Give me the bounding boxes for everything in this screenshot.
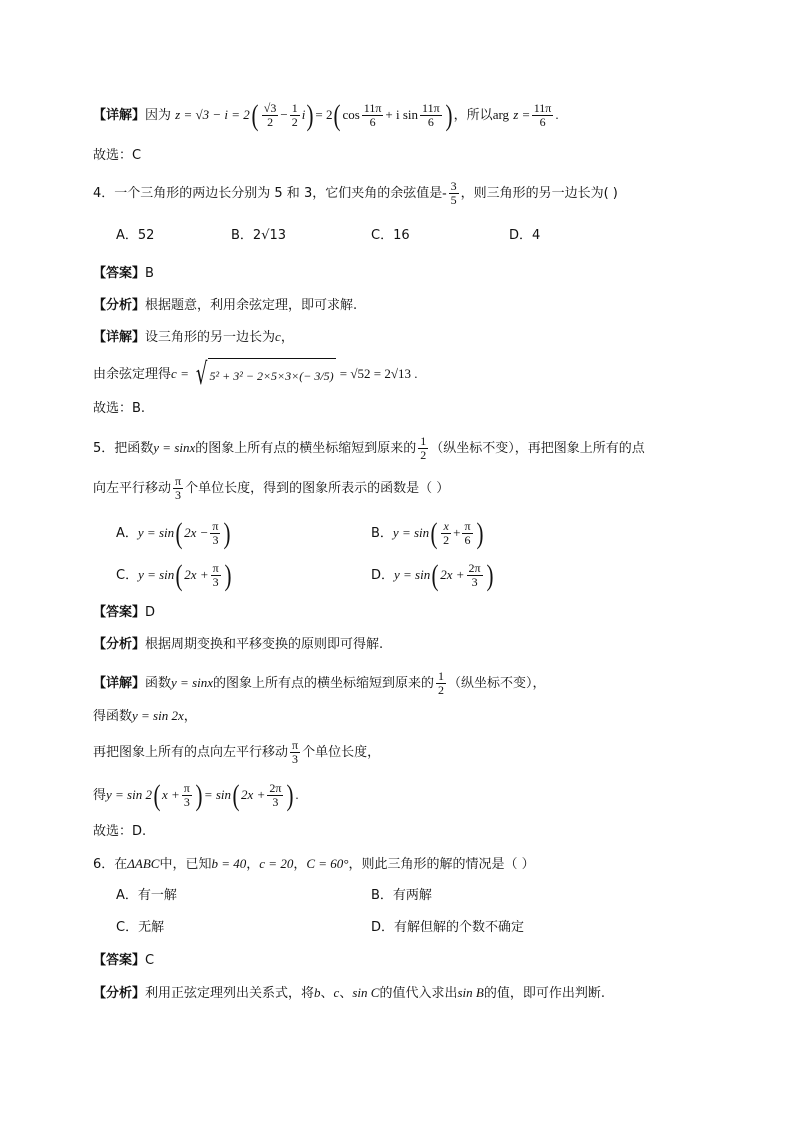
q5-function: y = sinx (153, 440, 196, 455)
q5-detail-3-end: 个单位长度， (302, 745, 381, 760)
q6-stem-start: 6．在 (93, 857, 128, 872)
q4-cos-fraction: $\frac{3}{5}$ (450, 179, 457, 207)
sin-b: sin B (457, 985, 484, 1000)
var-c: c (275, 329, 281, 344)
option-head: y = sin (137, 525, 175, 540)
q5-pi3-fraction: $\frac{\pi}{3}$ (175, 474, 182, 502)
detail-prefix: 因为 (145, 108, 172, 123)
q6-triangle: ΔABC (127, 856, 160, 871)
q5-detail-2-text: 得函数 (93, 709, 133, 724)
q5-option-b: B．y = sin( $\frac{x}{2}$ + $\frac{\pi}{6}$ ) (371, 516, 484, 550)
q3-choice: 故选：C (93, 148, 142, 163)
q6-sep-1: ， (246, 857, 260, 872)
q6-sep-b: 、 (339, 986, 353, 1001)
q6-analysis-text-a: 利用正弦定理列出关系式，将 (145, 986, 315, 1001)
option-head: y = sin (392, 525, 430, 540)
q4-choice: 故选：B. (93, 401, 146, 416)
equals-two: = 2 (315, 107, 333, 122)
q4-option-c: C．16 (371, 228, 410, 243)
q6-stem-end: ，则此三角形的解的情况是（ ） (348, 857, 535, 872)
q6-analysis-text-b: 的值代入求出 (379, 986, 458, 1001)
q5-detail-function: y = sinx (171, 675, 214, 690)
q5-shift-text: 向左平行移动 (93, 481, 172, 496)
option-label: C． (116, 568, 139, 583)
q4-result: = √52 = 2√13 . (339, 366, 418, 381)
q4-stem-text: 4．一个三角形的两边长分别为 5 和 3，它们夹角的余弦值是 (93, 186, 443, 201)
q4-detail-2: 由余弦定理得c = √ 5² + 3² − 2×5×3×(− 3/5) = √52 = 2√13 . (93, 356, 418, 392)
paren-left-2: ( (333, 98, 341, 132)
q4-option-b: B．2√13 (231, 228, 287, 243)
radical-sign: √ (196, 356, 208, 392)
complex-z-formula: z = √3 − i = 2 (175, 107, 250, 122)
option-body: 2x + (440, 567, 465, 582)
q6-analysis (93, 983, 605, 1004)
q6-analysis-text-c: 的值，即可作出判断. (483, 986, 605, 1001)
q4-analysis-text: 根据题意，利用余弦定理，即可求解. (145, 298, 358, 313)
q4-detail-1 (93, 327, 294, 348)
q5-detail-4: 得y = sin 2( x + $\frac{\pi}{3}$ ) = sin( 2x + $\frac{2\pi}{3}$ ) . (93, 778, 299, 812)
detail-suffix: ，所以 (453, 108, 493, 123)
q4-stem-end: ，则三角形的另一边长为( ) (460, 186, 618, 201)
answer-tag: 【答案】 (93, 953, 146, 968)
q5-detail-4-eq: = sin (203, 787, 232, 802)
var-c: c (333, 985, 340, 1000)
q5-detail-4-period: . (295, 787, 299, 802)
q4-minus-sign: - (442, 185, 447, 200)
q5-stem-2 (93, 474, 449, 504)
q5-detail-4-text: 得 (93, 788, 107, 803)
q4-option-a: A．52 (116, 228, 155, 243)
q6-option-d: D．有解但解的个数不确定 (371, 920, 525, 935)
q5-option-c: C．y = sin( 2x + $\frac{\pi}{3}$ ) (116, 558, 232, 592)
fraction-half: $\frac{1}{2}$ (291, 101, 298, 129)
q5-detail-3-text: 再把图象上所有的点向左平行移动 (93, 745, 289, 760)
arg-label: arg (492, 107, 510, 122)
q4-answer (93, 264, 154, 284)
radicand: 5² + 3² − 2×5×3×(− 3/5) (208, 358, 336, 391)
q5-choice: 故选：D. (93, 824, 147, 839)
q5-answer-value: D (145, 605, 156, 620)
q5-analysis-text: 根据周期变换和平移变换的原则即可得解. (145, 637, 384, 652)
q6-b-value: b = 40 (211, 856, 247, 871)
analysis-tag: 【分析】 (93, 986, 146, 1001)
detail-tag: 【详解】 (93, 108, 146, 123)
q6-stem-mid: 中，已知 (159, 857, 212, 872)
q5-option-a: A．y = sin( 2x − $\frac{\pi}{3}$ ) (116, 516, 231, 550)
fraction-11pi-6-a: $\frac{11\pi}{6}$ (363, 101, 382, 129)
fraction-11pi-6-c: $\frac{11\pi}{6}$ (533, 101, 552, 129)
q4-detail-punct: ， (280, 330, 294, 345)
q4-detail-text: 设三角形的另一边长为 (145, 330, 276, 345)
q6-stem (93, 854, 535, 875)
paren-right: ) (306, 98, 314, 132)
q4-analysis (93, 296, 357, 316)
paren-left: ( (251, 98, 259, 132)
q4-law-of-cosines-label: 由余弦定理得 (93, 367, 172, 382)
analysis-tag: 【分析】 (93, 637, 146, 652)
q5-detail-text-c: （纵坐标不变）， (448, 676, 546, 691)
answer-tag: 【答案】 (93, 266, 146, 281)
var-b: b (314, 985, 321, 1000)
q6-answer (93, 951, 154, 971)
q6-angle-value: C = 60° (306, 856, 349, 871)
q5-detail-2 (93, 706, 197, 727)
detail-tag: 【详解】 (93, 676, 146, 691)
analysis-tag: 【分析】 (93, 298, 146, 313)
answer-tag: 【答案】 (93, 605, 146, 620)
option-body: 2x − (184, 525, 209, 540)
q6-option-a: A．有一解 (116, 888, 177, 903)
fraction-11pi-6-b: $\frac{11\pi}{6}$ (422, 101, 440, 129)
q5-half-fraction: $\frac{1}{2}$ (420, 434, 427, 462)
q5-detail-4-head: y = sin 2 (106, 787, 152, 802)
q5-stem-1 (93, 433, 645, 464)
q6-sep-2: ， (293, 857, 307, 872)
q5-detail-text-a: 函数 (145, 676, 172, 691)
paren-right-2: ) (445, 98, 453, 132)
option-body: 2x + (184, 567, 209, 582)
q5-detail-text-b: 的图象上所有点的横坐标缩短到原来的 (213, 676, 435, 691)
q6-c-value: c = 20 (259, 856, 294, 871)
q5-detail-3: 再把图象上所有的点向左平行移动 $\frac{\pi}{3}$ 个单位长度， (93, 738, 381, 766)
option-label: D． (371, 568, 395, 583)
cos-label: cos (342, 107, 360, 122)
q4-answer-value: B (145, 266, 154, 281)
q5-analysis (93, 635, 383, 655)
q5-answer (93, 603, 155, 623)
q5-detail-4-body-2: 2x + (241, 787, 266, 802)
q4-option-d: D．4 (509, 228, 541, 243)
q5-question-text: 个单位长度，得到的图象所表示的函数是（ ） (185, 481, 450, 496)
q5-detail-1: 【详解】函数y = sinx的图象上所有点的横坐标缩短到原来的 $\frac{1}{2}$ （纵坐标不变）， (93, 669, 546, 697)
plus-sign: + (453, 525, 461, 540)
q5-stem-end: （纵坐标不变），再把图象上所有的点 (430, 441, 645, 456)
q6-option-c: C．无解 (116, 920, 165, 935)
option-label: B． (371, 526, 393, 541)
q5-option-d: D．y = sin( 2x + $\frac{2\pi}{3}$ ) (371, 558, 494, 592)
q5-detail-2-function: y = sin 2x (132, 708, 184, 723)
q5-detail-2-punct: ， (183, 709, 197, 724)
fraction-sqrt3-over-2: $\frac{√3}{2}$ (263, 101, 277, 129)
option-head: y = sin (394, 567, 431, 582)
q6-option-b: B．有两解 (371, 888, 432, 903)
isin-label: + i sin (385, 107, 419, 122)
q5-detail-4-body: x + (161, 787, 180, 802)
q6-answer-value: C (145, 953, 155, 968)
option-label: A． (116, 526, 138, 541)
q3-detail-line: 【详解】因为 z = √3 − i = 2( $\frac{√3}{2}$ − $\frac{1}{2}$ i) = 2( cos $\frac{11\pi}{6}$ + i sin $\frac{11\pi}{6}$ ) ，所以arg z = $\frac{11\pi}{6}$ . (93, 98, 559, 132)
q5-stem-mid: 的图象上所有点的横坐标缩短到原来的 (195, 441, 417, 456)
detail-tag: 【详解】 (93, 330, 146, 345)
q4-stem (93, 178, 618, 209)
sin-c: sin C (352, 985, 380, 1000)
q6-sep-a: 、 (320, 986, 334, 1001)
option-head: y = sin (138, 567, 175, 582)
q5-stem-start: 5．把函数 (93, 441, 154, 456)
